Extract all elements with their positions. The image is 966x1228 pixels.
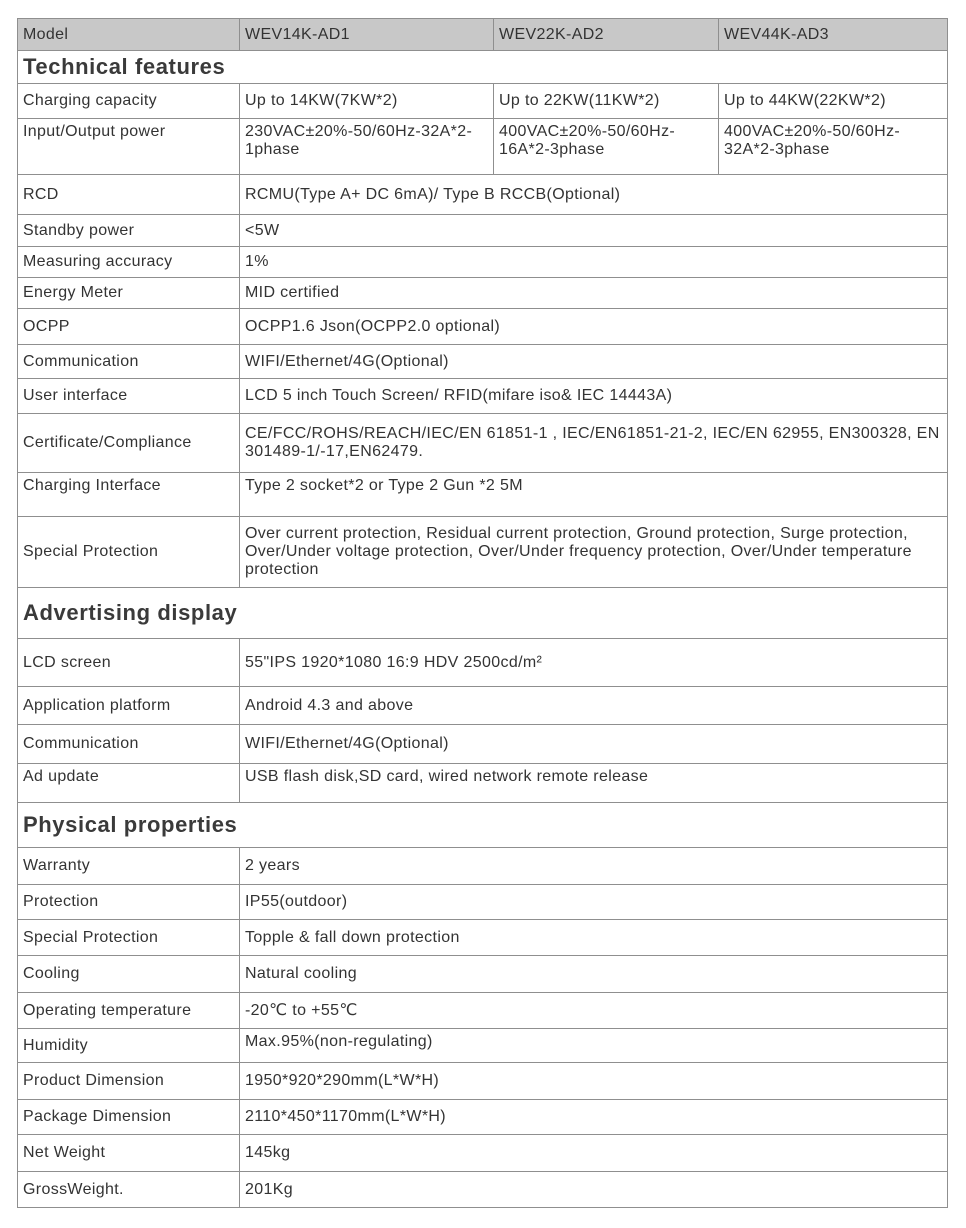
model-header-ad2: WEV22K-AD2 [494,19,719,51]
row-label: Charging capacity [18,84,240,119]
row-label: User interface [18,379,240,414]
spec-table [17,18,948,1208]
row-label: LCD screen [18,639,240,687]
table-row [18,993,948,1029]
header-row [18,19,948,51]
row-label: GrossWeight. [18,1172,240,1208]
row-label: OCPP [18,309,240,345]
row-value: Max.95%(non-regulating) [240,1029,948,1063]
model-header-ad1: WEV14K-AD1 [240,19,494,51]
row-value: 230VAC±20%-50/60Hz-32A*2-1phase [240,119,494,175]
section-row-advertising [18,588,948,639]
row-value: 201Kg [240,1172,948,1208]
row-label: Measuring accuracy [18,247,240,278]
section-title-technical: Technical features [18,51,948,84]
row-label: Protection [18,885,240,920]
table-row [18,119,948,175]
table-row [18,1100,948,1135]
model-header-ad3: WEV44K-AD3 [719,19,948,51]
row-label: Humidity [18,1029,240,1063]
table-row [18,84,948,119]
row-value: Over current protection, Residual current protection, Ground protection, Surge protection, Over/Under voltage protection, Over/Under frequency protection, Over/Under temperature protection [240,517,948,588]
row-value: LCD 5 inch Touch Screen/ RFID(mifare iso& IEC 14443A) [240,379,948,414]
table-row [18,309,948,345]
section-title-advertising: Advertising display [18,588,948,639]
row-value: CE/FCC/ROHS/REACH/IEC/EN 61851-1 , IEC/EN61851-21-2, IEC/EN 62955, EN300328, EN 301489-1/-17,EN62479. [240,414,948,473]
row-label: Energy Meter [18,278,240,309]
row-value: Up to 44KW(22KW*2) [719,84,948,119]
table-row [18,885,948,920]
table-row [18,956,948,993]
row-label: Product Dimension [18,1063,240,1100]
row-label: RCD [18,175,240,215]
row-value: RCMU(Type A+ DC 6mA)/ Type B RCCB(Optional) [240,175,948,215]
row-value: MID certified [240,278,948,309]
row-value: WIFI/Ethernet/4G(Optional) [240,345,948,379]
table-row [18,175,948,215]
table-row [18,848,948,885]
row-label: Communication [18,725,240,764]
row-value: 145kg [240,1135,948,1172]
table-row [18,1135,948,1172]
row-label: Ad update [18,764,240,803]
row-label: Net Weight [18,1135,240,1172]
row-value: 400VAC±20%-50/60Hz-32A*2-3phase [719,119,948,175]
row-label: Certificate/Compliance [18,414,240,473]
row-label: Input/Output power [18,119,240,175]
row-value: IP55(outdoor) [240,885,948,920]
table-row [18,215,948,247]
table-row [18,247,948,278]
row-label: Charging Interface [18,473,240,517]
table-row [18,1029,948,1063]
row-value: Up to 14KW(7KW*2) [240,84,494,119]
row-label: Special Protection [18,517,240,588]
table-row [18,687,948,725]
row-label: Communication [18,345,240,379]
row-value: USB flash disk,SD card, wired network remote release [240,764,948,803]
row-label: Application platform [18,687,240,725]
row-label: Package Dimension [18,1100,240,1135]
row-value: Type 2 socket*2 or Type 2 Gun *2 5M [240,473,948,517]
row-value: 2110*450*1170mm(L*W*H) [240,1100,948,1135]
row-value: 1950*920*290mm(L*W*H) [240,1063,948,1100]
table-row [18,1063,948,1100]
row-value: Android 4.3 and above [240,687,948,725]
row-label: Warranty [18,848,240,885]
row-value: -20℃ to +55℃ [240,993,948,1029]
row-value: WIFI/Ethernet/4G(Optional) [240,725,948,764]
table-row [18,725,948,764]
table-row [18,278,948,309]
row-value: OCPP1.6 Json(OCPP2.0 optional) [240,309,948,345]
row-value: <5W [240,215,948,247]
row-label: Special Protection [18,920,240,956]
row-value: 2 years [240,848,948,885]
table-row [18,517,948,588]
row-label: Cooling [18,956,240,993]
row-label: Operating temperature [18,993,240,1029]
row-value: Up to 22KW(11KW*2) [494,84,719,119]
row-value: Natural cooling [240,956,948,993]
model-header-label: Model [18,19,240,51]
row-value: 1% [240,247,948,278]
table-row [18,764,948,803]
table-row [18,1172,948,1208]
section-title-physical: Physical properties [18,803,948,848]
table-row [18,345,948,379]
table-row [18,379,948,414]
row-label: Standby power [18,215,240,247]
section-row-physical [18,803,948,848]
section-row-technical [18,51,948,84]
row-value: Topple & fall down protection [240,920,948,956]
table-row [18,473,948,517]
table-row [18,639,948,687]
table-row [18,920,948,956]
table-row [18,414,948,473]
row-value: 400VAC±20%-50/60Hz-16A*2-3phase [494,119,719,175]
row-value: 55"IPS 1920*1080 16:9 HDV 2500cd/m² [240,639,948,687]
